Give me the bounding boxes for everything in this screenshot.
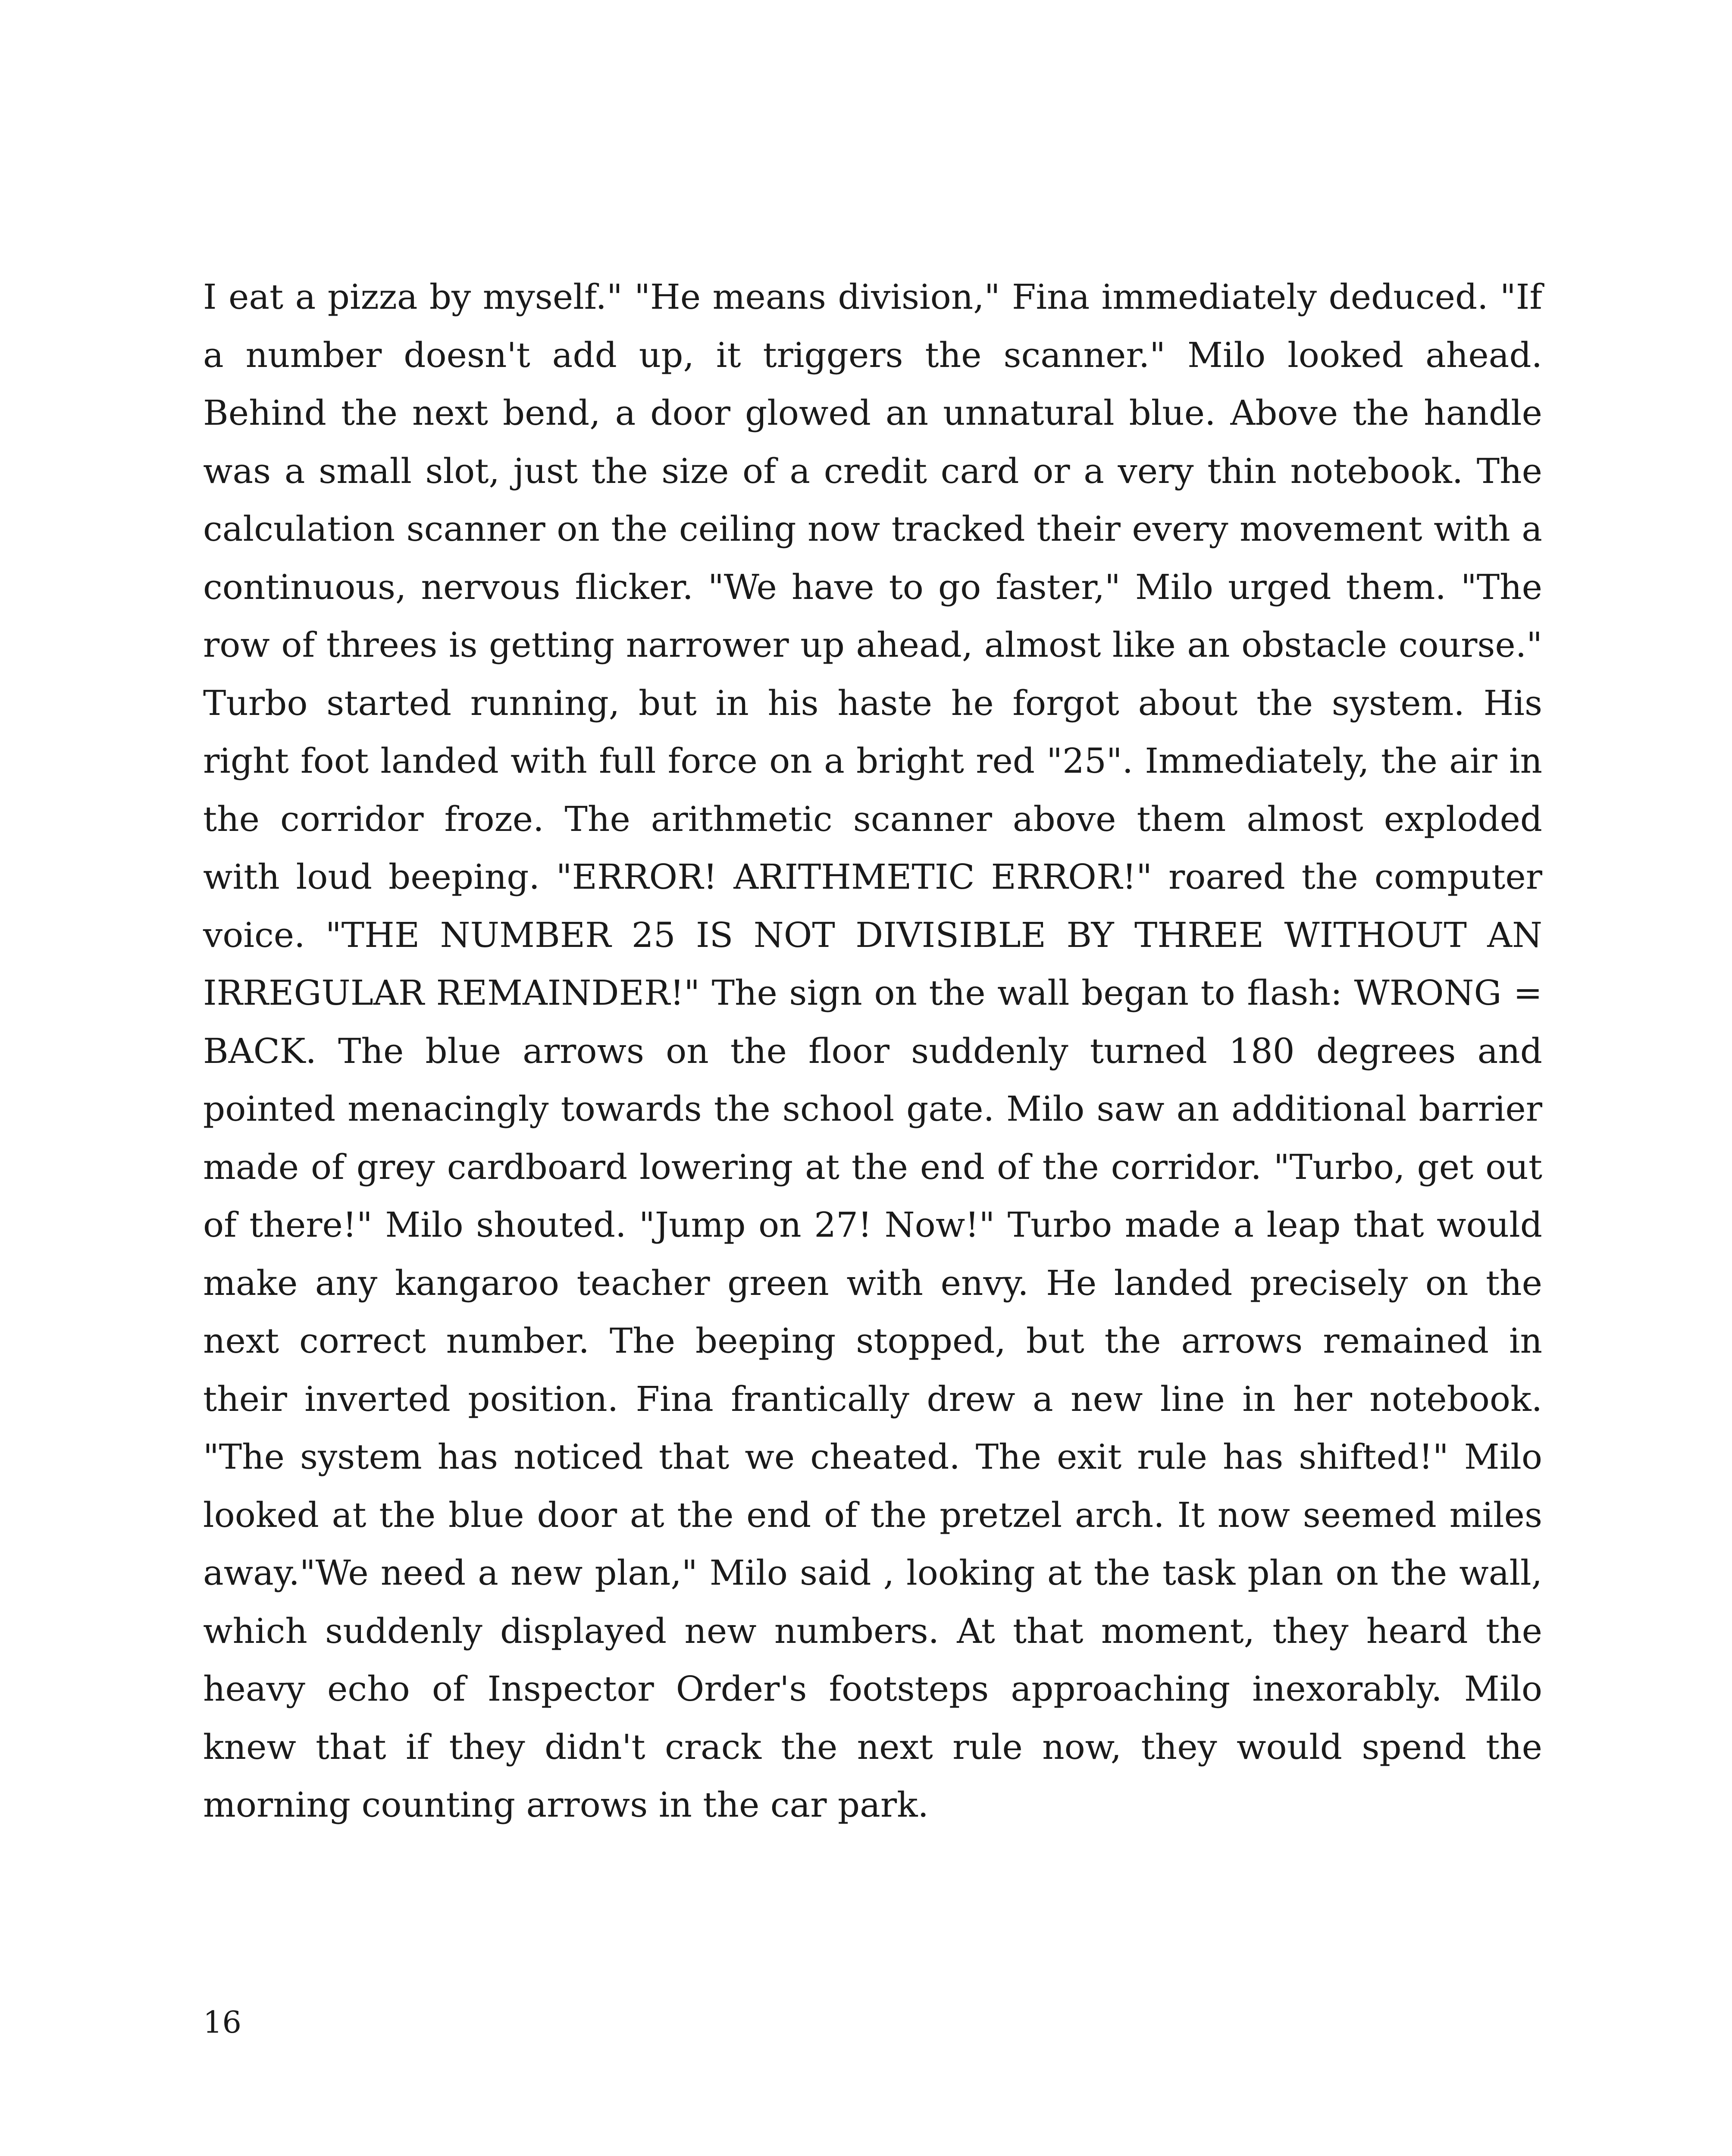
page-number: 16 bbox=[203, 2005, 242, 2040]
body-paragraph: I eat a pizza by myself." "He means division," Fina immediately deduced. "If a number doesn't add up, it triggers the scanner." Milo looked ahead. Behind the next bend, a door glowed an unnatural blue. Above the handle was a small slot, just the size of a credit card or a very thin notebook. The calculation scanner on the ceiling now tracked their every movement with a continuous, nervous flicker. "We have to go faster," Milo urged them. "The row of threes is getting narrower up ahead, almost like an obstacle course." Turbo started running, but in his haste he forgot about the system. His right foot landed with full force on a bright red "25". Immediately, the air in the corridor froze. The arithmetic scanner above them almost exploded with loud beeping. "ERROR! ARITHMETIC ERROR!" roared the computer voice. "THE NUMBER 25 IS NOT DIVISIBLE BY THREE WITHOUT AN IRREGULAR REMAINDER!" The sign on the wall began to flash: WRONG = BACK. The blue arrows on the floor suddenly turned 180 degrees and pointed menacingly towards the school gate. Milo saw an additional barrier made of grey cardboard lowering at the end of the corridor. "Turbo, get out of there!" Milo shouted. "Jump on 27! Now!" Turbo made a leap that would make any kangaroo teacher green with envy. He landed precisely on the next correct number. The beeping stopped, but the arrows remained in their inverted position. Fina frantically drew a new line in her notebook. "The system has noticed that we cheated. The exit rule has shifted!" Milo looked at the blue door at the end of the pretzel arch. It now seemed miles away."We need a new plan," Milo said , looking at the task plan on the wall, which suddenly displayed new numbers. At that moment, they heard the heavy echo of Inspector Order's footsteps approaching inexorably. Milo knew that if they didn't crack the next rule now, they would spend the morning counting arrows in the car park. bbox=[203, 277, 1542, 1825]
